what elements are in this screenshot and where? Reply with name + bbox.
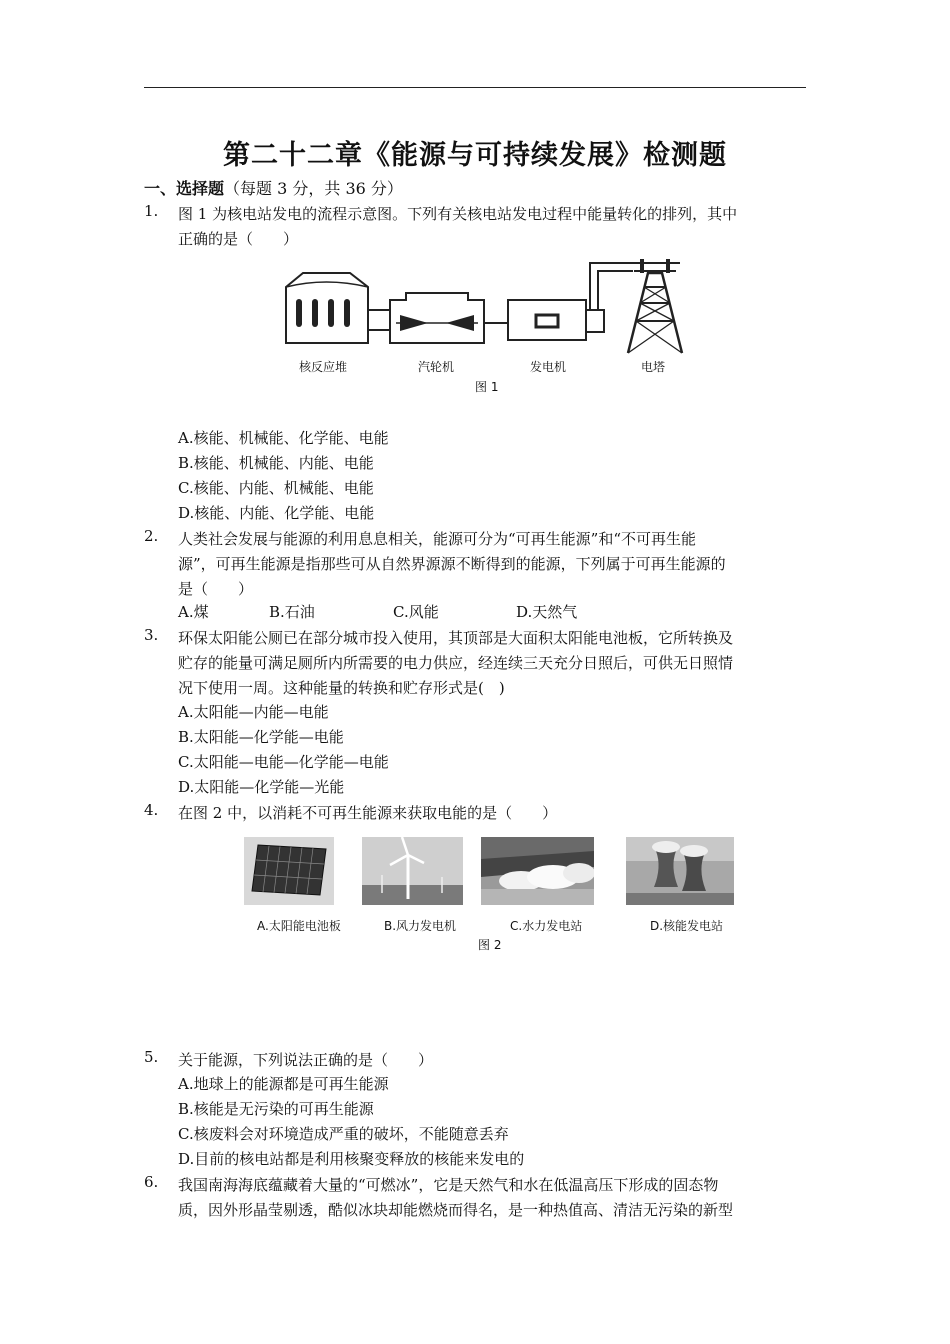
q2-option-d: D.天然气 <box>516 603 578 621</box>
figure-1-caption: 图 1 <box>475 380 499 394</box>
q2-option-b: B.石油 <box>269 603 315 621</box>
q1-option-a: A.核能、机械能、化学能、电能 <box>178 429 389 447</box>
section-heading <box>144 176 403 199</box>
fig1-label-reactor: 核反应堆 <box>299 360 348 374</box>
question-text: 人类社会发展与能源的利用息息相关，能源可分为“可再生能源”和“不可再生能 <box>178 530 697 548</box>
q1-option-d: D.核能、内能、化学能、电能 <box>178 504 375 522</box>
fig2-label-c: C.水力发电站 <box>510 919 583 933</box>
nuclear-station-photo <box>626 837 734 905</box>
question-text: 况下使用一周。这种能量的转换和贮存形式是( ) <box>178 679 505 697</box>
figure-2-caption: 图 2 <box>478 938 502 952</box>
section-note: （每题 3 分，共 36 分） <box>224 179 403 198</box>
cooling-tower-icon <box>626 837 734 905</box>
q3-option-b: B.太阳能—化学能—电能 <box>178 728 344 746</box>
q3-option-d: D.太阳能—化学能—光能 <box>178 778 345 796</box>
turbine-icon <box>390 293 484 343</box>
fig1-label-turbine: 汽轮机 <box>418 360 455 374</box>
page-title: 第二十二章《能源与可持续发展》检测题 <box>223 140 727 171</box>
wind-turbine-icon <box>362 837 463 905</box>
question-text: 质，因外形晶莹剔透，酷似冰块却能燃烧而得名，是一种热值高、清洁无污染的新型 <box>178 1201 734 1219</box>
fig2-label-a: A.太阳能电池板 <box>257 919 341 933</box>
question-number: 3. <box>144 626 159 644</box>
q3-option-c: C.太阳能—电能—化学能—电能 <box>178 753 389 771</box>
question-number: 5. <box>144 1048 159 1066</box>
question-number: 2. <box>144 527 159 545</box>
question-text: 是（ ） <box>178 580 254 598</box>
question-number: 6. <box>144 1173 159 1191</box>
q5-option-c: C.核废料会对环境造成严重的破坏，不能随意丢弃 <box>178 1125 509 1143</box>
reactor-icon <box>286 273 368 343</box>
question-text: 贮存的能量可满足厕所内所需要的电力供应，经连续三天充分日照后，可供无日照情 <box>178 654 734 672</box>
q2-option-a: A.煤 <box>178 603 209 621</box>
question-text: 环保太阳能公厕已在部分城市投入使用，其顶部是大面积太阳能电池板，它所转换及 <box>178 629 734 647</box>
question-text: 关于能源，下列说法正确的是（ ） <box>178 1051 434 1069</box>
q5-option-a: A.地球上的能源都是可再生能源 <box>178 1075 389 1093</box>
question-text: 源”，可再生能源是指那些可从自然界源源不断得到的能源，下列属于可再生能源的 <box>178 555 726 573</box>
fig1-label-generator: 发电机 <box>530 360 567 374</box>
section-label: 一、选择题 <box>144 179 225 198</box>
fig2-label-d: D.核能发电站 <box>650 919 724 933</box>
tower-icon <box>628 259 682 353</box>
q5-option-b: B.核能是无污染的可再生能源 <box>178 1100 374 1118</box>
question-text: 正确的是（ ） <box>178 230 299 248</box>
q3-option-a: A.太阳能—内能—电能 <box>178 703 329 721</box>
solar-panel-icon <box>244 837 334 905</box>
question-number: 4. <box>144 801 159 819</box>
question-text: 我国南海海底蕴藏着大量的“可燃冰”，它是天然气和水在低温高压下形成的固态物 <box>178 1176 719 1194</box>
q5-option-d: D.目前的核电站都是利用核聚变释放的核能来发电的 <box>178 1150 525 1168</box>
q2-option-c: C.风能 <box>393 603 439 621</box>
solar-panel-photo <box>244 837 334 905</box>
fig1-label-tower: 电塔 <box>641 360 666 374</box>
hydro-station-photo <box>481 837 594 905</box>
q1-option-c: C.核能、内能、机械能、电能 <box>178 479 374 497</box>
question-text: 在图 2 中，以消耗不可再生能源来获取电能的是（ ） <box>178 804 558 822</box>
wind-turbine-photo <box>362 837 463 905</box>
q1-option-b: B.核能、机械能、内能、电能 <box>178 454 374 472</box>
hydro-dam-icon <box>481 837 594 905</box>
header-rule <box>144 87 806 88</box>
fig2-label-b: B.风力发电机 <box>384 919 457 933</box>
question-text: 图 1 为核电站发电的流程示意图。下列有关核电站发电过程中能量转化的排列，其中 <box>178 205 738 223</box>
question-number: 1. <box>144 202 159 220</box>
